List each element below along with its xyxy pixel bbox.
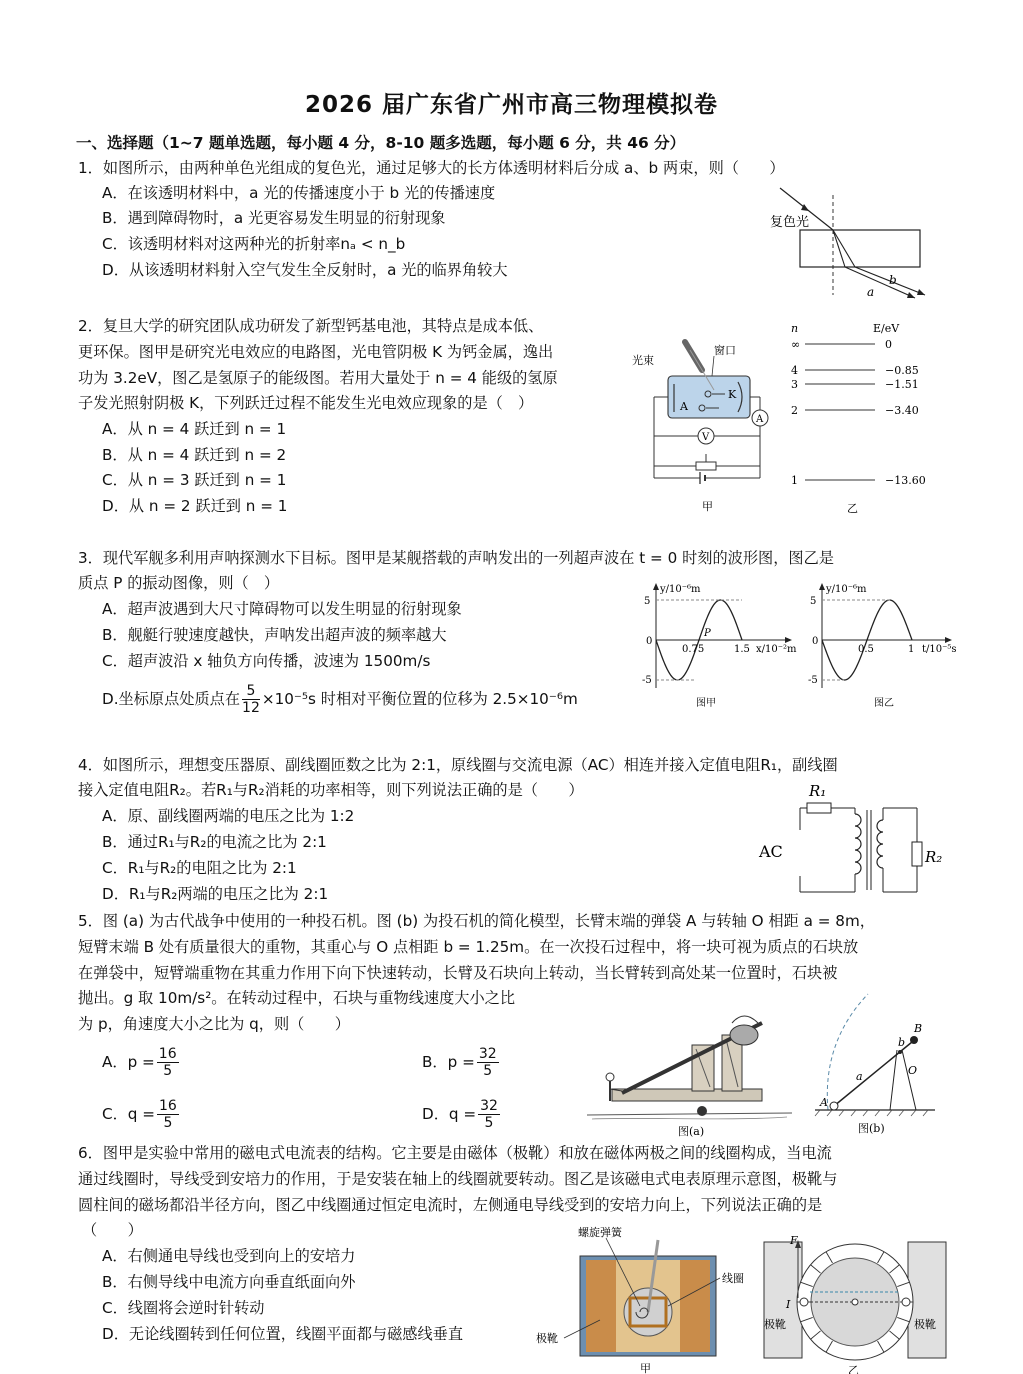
q6-left-shoe-label: 极靴 — [764, 1318, 786, 1331]
q2-n-header: n — [791, 322, 799, 335]
q6-current-label: I — [786, 1298, 791, 1311]
q5-d-den: 5 — [484, 1115, 494, 1131]
q5-a-fraction — [157, 1046, 179, 1079]
q2-line-3: 功为 3.2eV，图乙是氢原子的能级图。若用大量处于 n = 4 能级的氢原 — [78, 369, 558, 387]
q3b-y-5: 5 — [810, 596, 817, 607]
q2-window-label: 窗口 — [714, 344, 736, 357]
q4-ac-label: AC — [759, 842, 783, 861]
q3a-y-label: y/10⁻⁶m — [660, 584, 701, 595]
q6-force-label: F — [790, 1234, 798, 1247]
q5-b-num: 32 — [478, 1046, 497, 1062]
q6-fig-yi-caption: 乙 — [848, 1364, 859, 1374]
q4-option-a[interactable]: A．原、副线圈两端的电压之比为 1:2 — [102, 807, 355, 825]
q2-cathode-label: K — [728, 388, 737, 401]
q5-point-o: O — [908, 1064, 918, 1077]
energy-level-e: −3.40 — [885, 404, 919, 417]
q1-light-label: 复色光 — [770, 215, 810, 230]
q6-option-a[interactable]: A．右侧通电导线也受到向上的安培力 — [102, 1247, 356, 1265]
q3-wave-figure — [630, 578, 800, 710]
energy-level-n: 4 — [791, 364, 798, 377]
q5-fig-a-caption: 图(a) — [678, 1125, 705, 1138]
q3b-y-neg5: -5 — [808, 675, 818, 686]
q2-anode-label: A — [680, 400, 688, 413]
q5-option-c[interactable] — [102, 1098, 181, 1131]
q5-model-figure — [810, 982, 950, 1142]
q4-line-1: 4．如图所示，理想变压器原、副线圈匝数之比为 2:1，原线圈与交流电源（AC）相连并接入定值电阻R₁，副线圈 — [78, 756, 838, 774]
q2-fig-yi-caption: 乙 — [847, 502, 858, 515]
q5-catapult-illustration — [582, 1005, 802, 1140]
q2-option-c[interactable]: C．从 n = 3 跃迁到 n = 1 — [102, 471, 287, 489]
energy-level-e: −0.85 — [885, 364, 919, 377]
q3b-t-1: 1 — [908, 644, 915, 655]
q3b-origin: 0 — [812, 636, 819, 647]
q2-option-a[interactable]: A．从 n = 4 跃迁到 n = 1 — [102, 420, 287, 438]
q2-fig-jia-caption: 甲 — [702, 500, 713, 513]
q6-fig-jia-caption: 甲 — [640, 1362, 651, 1374]
q5-point-b: B — [914, 1022, 923, 1035]
q2-rheostat — [696, 462, 716, 470]
q3-option-a[interactable]: A．超声波遇到大尺寸障碍物可以发生明显的衍射现象 — [102, 600, 462, 618]
q2-ammeter-label: A — [756, 414, 764, 425]
q5-counterweight — [730, 1025, 758, 1045]
q4-option-d[interactable]: D．R₁与R₂两端的电压之比为 2:1 — [102, 885, 329, 903]
q3-option-d-denominator: 12 — [242, 700, 260, 716]
section-heading: 一、选择题（1~7 题单选题，每小题 4 分，8-10 题多选题，每小题 6 分，共 46 分） — [76, 134, 686, 152]
q2-energy-level-figure — [785, 318, 945, 518]
q2-beam-label: 光束 — [632, 354, 654, 367]
q4-secondary-coil — [877, 820, 883, 868]
q5-line-2: 短臂末端 B 处有质量很大的重物，其重心与 O 点相距 b = 1.25m。在一次投石过程中，将一块可视为质点的石块放 — [78, 938, 859, 956]
q4-primary-coil — [855, 814, 861, 874]
q1-block — [800, 230, 920, 267]
q3a-y-5: 5 — [644, 596, 651, 607]
energy-level-e: 0 — [885, 338, 892, 351]
q6-left-wire — [800, 1298, 808, 1306]
q6-shoe-label: 极靴 — [536, 1332, 558, 1345]
q5-length-a: a — [856, 1070, 863, 1083]
energy-level-n: 3 — [791, 378, 798, 391]
q3b-t-label: t/10⁻⁵s — [922, 644, 957, 655]
q5-line-4: 抛出。g 取 10m/s²。在转动过程中，石块与重物线速度大小之比 — [78, 989, 516, 1007]
q1-stem: 1．如图所示，由两种单色光组成的复色光，通过足够大的长方体透明材料后分成 a、b 两束，则（ ） — [78, 159, 785, 177]
q5-c-fraction — [157, 1098, 179, 1131]
q2-line-2: 更环保。图甲是研究光电效应的电路图，光电管阴极 K 为钙金属，逸出 — [78, 343, 554, 361]
q3a-point-p: P — [704, 628, 711, 639]
q5-option-a[interactable] — [102, 1046, 181, 1079]
q1-option-d[interactable]: D．从该透明材料射入空气发生全反射时，a 光的临界角较大 — [102, 261, 508, 279]
q6-left-shoe — [764, 1242, 802, 1358]
q4-option-c[interactable]: C．R₁与R₂的电阻之比为 2:1 — [102, 859, 297, 877]
q4-r2-label: R₂ — [925, 848, 943, 866]
q1-option-b[interactable]: B．遇到障碍物时，a 光更容易发生明显的衍射现象 — [102, 209, 446, 227]
q2-option-d[interactable]: D．从 n = 2 跃迁到 n = 1 — [102, 497, 288, 515]
q4-r1-label: R₁ — [809, 782, 827, 800]
q3-line-2: 质点 P 的振动图像，则（ ） — [78, 574, 280, 592]
q4-line-2: 接入定值电阻R₂。若R₁与R₂消耗的功率相等，则下列说法正确的是（ ） — [78, 781, 584, 799]
q3-option-c[interactable]: C．超声波沿 x 轴负方向传播，波速为 1500m/s — [102, 652, 431, 670]
q6-coil-label: 线圈 — [722, 1272, 744, 1285]
q3b-y-label: y/10⁻⁶m — [826, 584, 867, 595]
q5-d-num: 32 — [480, 1098, 498, 1114]
q6-line-3: 圆柱间的磁场都沿半径方向，图乙中线圈通过恒定电流时，左侧通电导线受到的安培力向上，下列说法正确的是 — [78, 1196, 823, 1214]
q2-line-4: 子发光照射阴极 K，下列跃迁过程不能发生光电效应现象的是（ ） — [78, 394, 534, 412]
q3b-caption: 图乙 — [874, 698, 894, 709]
q4-option-b[interactable]: B．通过R₁与R₂的电流之比为 2:1 — [102, 833, 327, 851]
q5-option-d[interactable] — [422, 1098, 502, 1131]
q5-fig-b-caption: 图(b) — [858, 1122, 885, 1135]
q5-d-fraction — [478, 1098, 500, 1131]
q5-a-prefix: A．p = — [102, 1053, 155, 1071]
q3a-caption: 图甲 — [696, 698, 716, 709]
q4-transformer-figure — [755, 780, 945, 900]
q6-right-shoe-label: 极靴 — [914, 1318, 936, 1331]
q2-line-1: 2．复旦大学的研究团队成功研发了新型钙基电池，其特点是成本低、 — [78, 317, 544, 335]
q5-length-b: b — [898, 1036, 906, 1049]
q3-option-d-suffix: ×10⁻⁵s 时相对平衡位置的位移为 2.5×10⁻⁶m — [261, 690, 578, 708]
q3-vibration-figure — [800, 578, 970, 710]
q3a-origin: 0 — [646, 636, 653, 647]
q5-line-5: 为 p，角速度大小之比为 q，则（ ） — [78, 1015, 350, 1033]
q6-option-c[interactable]: C．线圈将会逆时针转动 — [102, 1299, 265, 1317]
page-title: 2026 届广东省广州市高三物理模拟卷 — [304, 92, 719, 118]
q2-circuit-figure — [630, 338, 780, 518]
energy-level-n: ∞ — [791, 338, 801, 351]
q5-a-num: 16 — [158, 1046, 177, 1062]
q5-soldier — [606, 1073, 614, 1081]
q6-spring-label: 螺旋弹簧 — [578, 1226, 622, 1239]
q3-option-d[interactable] — [102, 683, 578, 716]
q1-label-a: a — [867, 285, 875, 299]
q5-line-1: 5．图 (a) 为古代战争中使用的一种投石机。图 (b) 为投石机的简化模型，长臂末端的弹袋 A 与转轴 O 相距 a = 8m， — [78, 912, 875, 930]
q6-line-2: 通过线圈时，导线受到安培力的作用，于是安装在轴上的线圈就要转动。图乙是该磁电式电表原理示意图，极靴与 — [78, 1170, 838, 1188]
q5-point-a: A — [820, 1096, 828, 1109]
q3a-y-neg5: -5 — [642, 675, 652, 686]
q1-option-c[interactable]: C．该透明材料对这两种光的折射率nₐ < n_b — [102, 235, 406, 253]
q5-c-prefix: C．q = — [102, 1105, 155, 1123]
q5-b-den: 5 — [483, 1063, 493, 1079]
q6-right-shoe — [908, 1242, 946, 1358]
q1-ray-a — [845, 267, 915, 298]
q5-c-den: 5 — [163, 1115, 173, 1131]
energy-level-e: −13.60 — [885, 474, 926, 487]
q3-option-d-fraction — [242, 683, 260, 716]
q4-r2 — [912, 842, 922, 866]
energy-level-n: 2 — [791, 404, 798, 417]
q5-option-b[interactable] — [422, 1046, 501, 1079]
q2-option-b[interactable]: B．从 n = 4 跃迁到 n = 2 — [102, 446, 287, 464]
q6-option-d[interactable]: D．无论线圈转到任何位置，线圈平面都与磁感线垂直 — [102, 1325, 464, 1343]
energy-level-e: −1.51 — [885, 378, 919, 391]
energy-level-n: 1 — [791, 474, 798, 487]
q5-a-den: 5 — [163, 1063, 173, 1079]
q6-right-wire — [902, 1298, 910, 1306]
q5-b-prefix: B．p = — [422, 1053, 475, 1071]
q3-option-d-prefix: D.坐标原点处质点在 — [102, 690, 241, 708]
q5-d-prefix: D．q = — [422, 1105, 477, 1123]
q5-b-fraction — [477, 1046, 499, 1079]
q3a-x-15: 1.5 — [734, 644, 750, 655]
q3-option-d-numerator: 5 — [242, 683, 260, 700]
q4-r1 — [807, 803, 831, 813]
q6-principle-figure — [762, 1228, 950, 1374]
q1-label-b: b — [889, 273, 897, 287]
q6-line-1: 6．图甲是实验中常用的磁电式电流表的结构。它主要是由磁体（极靴）和放在磁体两极之间的线圈构成，当电流 — [78, 1144, 832, 1162]
q6-option-b[interactable]: B．右侧导线中电流方向垂直纸面向外 — [102, 1273, 356, 1291]
q3a-x-label: x/10⁻²m — [756, 644, 797, 655]
q3-option-b[interactable]: B．舰艇行驶速度越快，声呐发出超声波的频率越大 — [102, 626, 447, 644]
q1-figure — [765, 180, 945, 300]
q3-line-1: 3．现代军舰多利用声呐探测水下目标。图甲是某舰搭载的声呐发出的一列超声波在 t = 0 时刻的波形图，图乙是 — [78, 549, 834, 567]
q6-line-4: （ ） — [82, 1221, 143, 1239]
q1-option-a[interactable]: A．在该透明材料中，a 光的传播速度小于 b 光的传播速度 — [102, 184, 496, 202]
q2-voltmeter-label: V — [702, 432, 710, 443]
q5-c-num: 16 — [159, 1098, 177, 1114]
q6-galvanometer-figure — [530, 1220, 760, 1374]
q2-e-header: E/eV — [873, 322, 900, 335]
q5-line-3: 在弹袋中，短臂端重物在其重力作用下向下快速转动，长臂及石块向上转动，当长臂转到高处某一位置时，石块被 — [78, 964, 838, 982]
q3b-t-05: 0.5 — [858, 644, 874, 655]
q3a-x-075: 0.75 — [682, 644, 705, 655]
